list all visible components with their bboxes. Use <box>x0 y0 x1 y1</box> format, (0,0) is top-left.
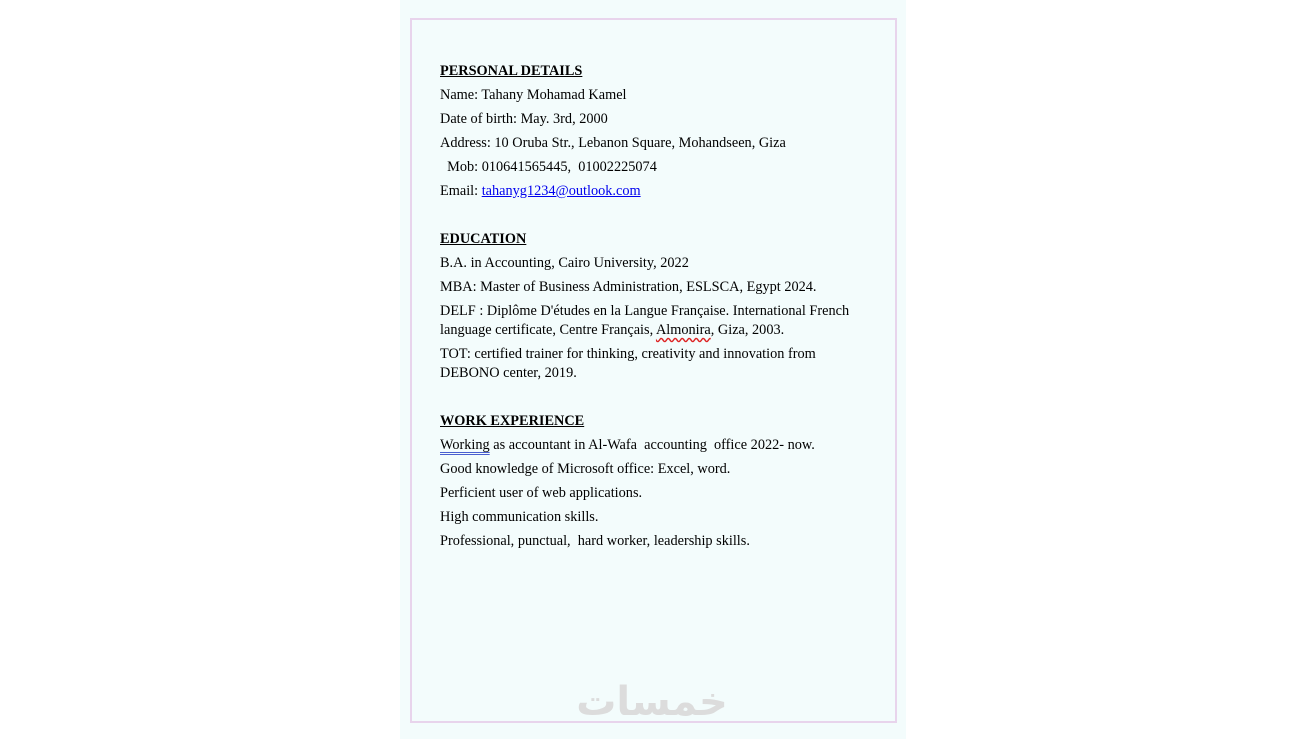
delf-text: DELF : Diplôme D'études en la Langue Française. International French language certificate, Centre Français, <box>440 303 853 338</box>
work-line-1 <box>440 436 860 455</box>
dob-line: Date of birth: May. 3rd, 2000 <box>440 111 608 127</box>
delf-text-end: , Giza, 2003. <box>710 322 785 338</box>
personal-details-heading: PERSONAL DETAILS <box>440 63 583 79</box>
spellcheck-word: Almonira <box>655 322 711 338</box>
document-page <box>400 0 906 739</box>
watermark-logo: خمسات <box>576 679 728 725</box>
work-line-2: Good knowledge of Microsoft office: Excel, word. <box>440 461 731 477</box>
address-line: Address: 10 Oruba Str., Lebanon Square, Mohandseen, Giza <box>440 135 786 151</box>
education-ba: B.A. in Accounting, Cairo University, 2022 <box>440 255 689 271</box>
work-line-1-text: as accountant in Al-Wafa accounting office 2022- now. <box>489 437 815 453</box>
grammar-word: Working <box>440 437 490 453</box>
work-line-4: High communication skills. <box>440 509 599 525</box>
mobile-line: Mob: 010641565445, 01002225074 <box>440 159 657 175</box>
work-line-5: Professional, punctual, hard worker, leadership skills. <box>440 533 750 549</box>
education-heading: EDUCATION <box>440 231 527 247</box>
education-mba: MBA: Master of Business Administration, ESLSCA, Egypt 2024. <box>440 279 817 295</box>
name-line: Name: Tahany Mohamad Kamel <box>440 87 627 103</box>
work-experience-heading: WORK EXPERIENCE <box>440 413 585 429</box>
education-tot: TOT: certified trainer for thinking, creativity and innovation from DEBONO center, 2019. <box>440 346 820 381</box>
email-line <box>440 182 860 201</box>
email-link[interactable]: tahanyg1234@outlook.com <box>481 183 641 199</box>
education-delf <box>440 302 860 340</box>
resume-content <box>440 62 860 556</box>
work-line-3: Perficient user of web applications. <box>440 485 643 501</box>
email-label: Email: <box>440 183 482 199</box>
